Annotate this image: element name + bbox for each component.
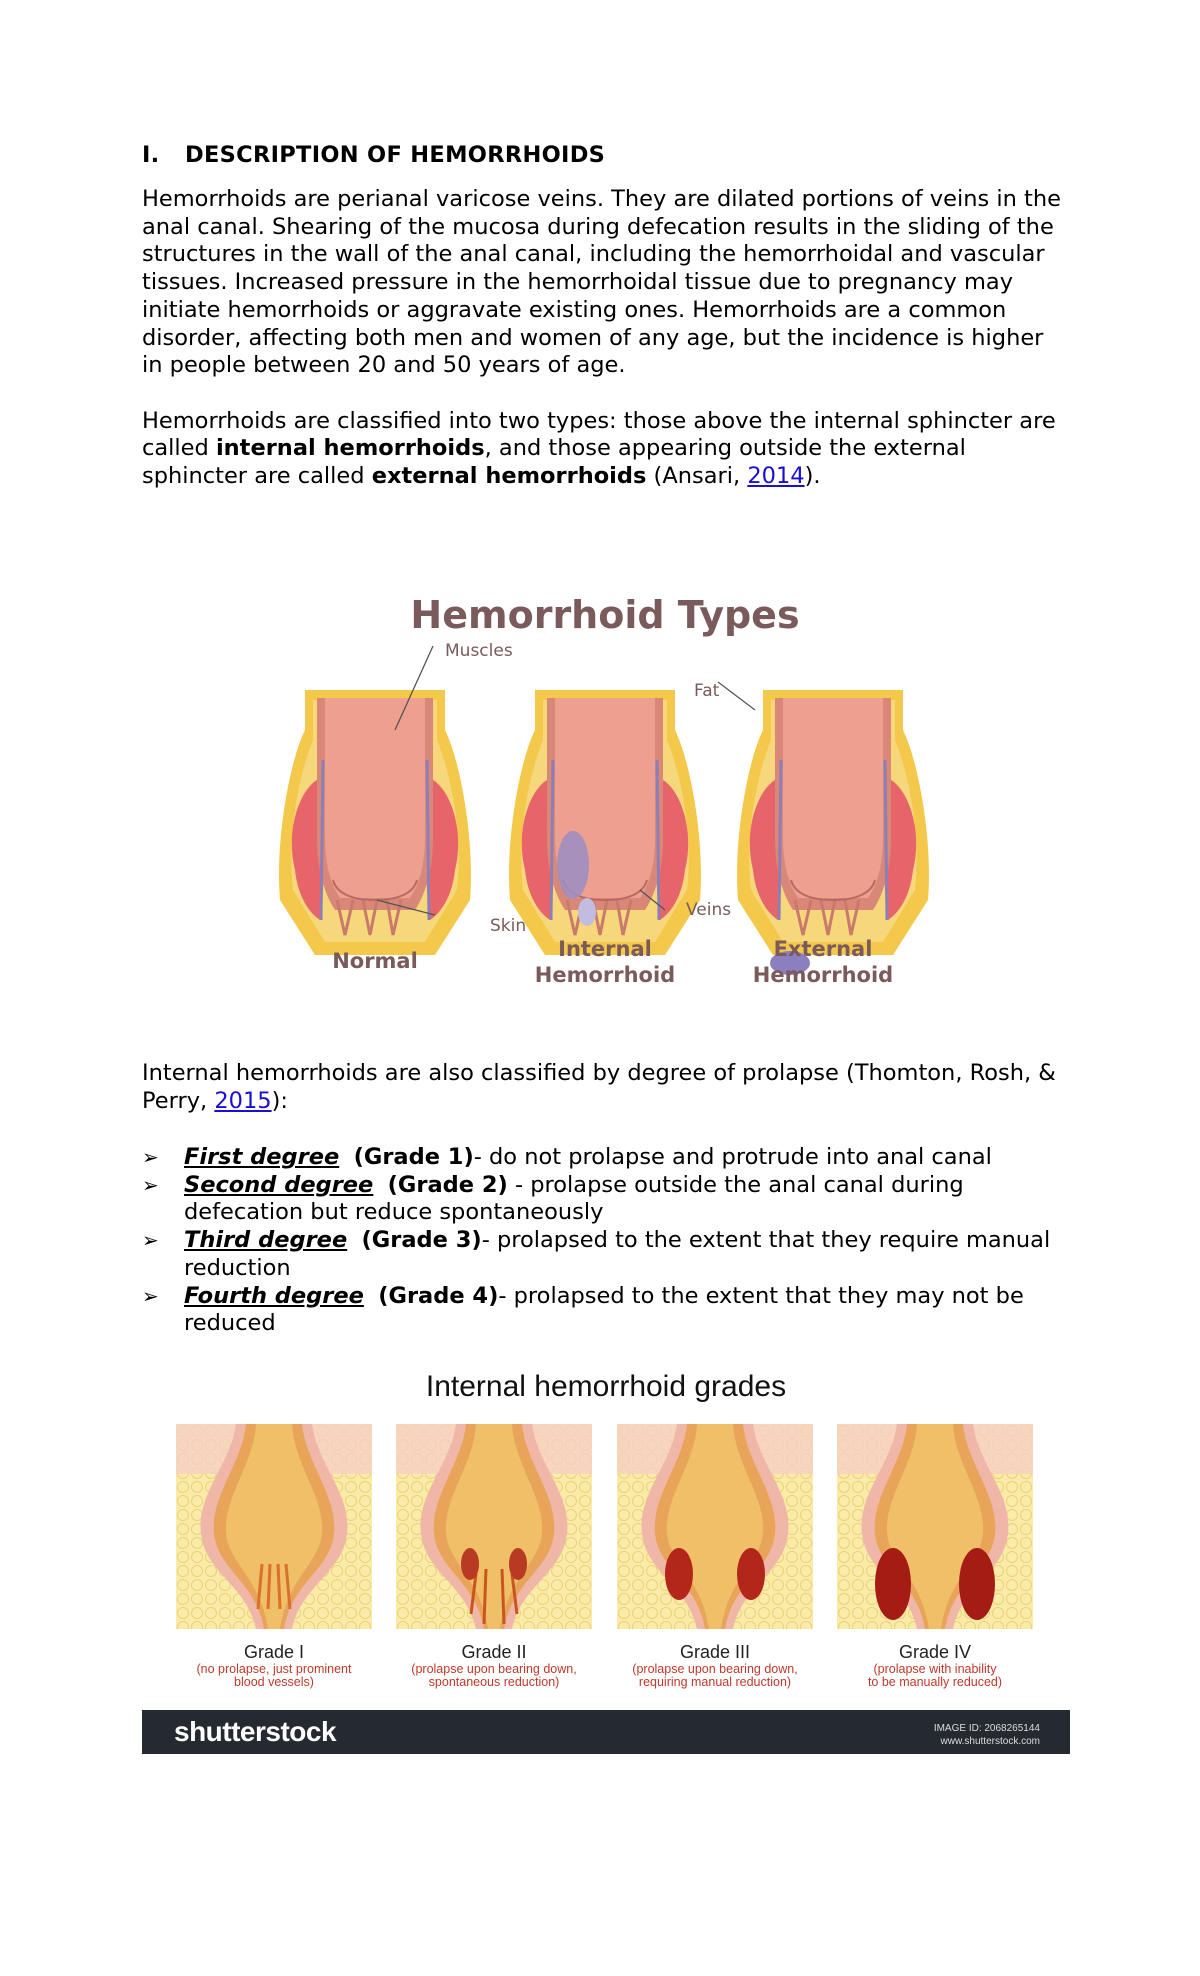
grade-number: (Grade 3) <box>361 1227 482 1254</box>
grade-note: to be manually reduced) <box>867 1675 1003 1689</box>
grade-number: (Grade 2) <box>387 1171 508 1198</box>
citation-link-2015[interactable]: 2015 <box>214 1087 272 1114</box>
figure1-title: Hemorrhoid Types <box>410 593 800 637</box>
degree-name: Fourth degree <box>184 1282 364 1309</box>
grade4-bulge-right <box>959 1548 995 1620</box>
citation-link-2014[interactable]: 2014 <box>747 463 805 490</box>
grade2-bulge-left <box>461 1548 479 1580</box>
grade-note: (no prolapse, just prominent <box>196 1662 352 1676</box>
grade2-bulge-right <box>509 1548 527 1580</box>
grade3-bulge-left <box>665 1548 693 1600</box>
grade-number: (Grade 1) <box>353 1144 474 1170</box>
image-id-block <box>934 1722 1040 1748</box>
label-normal: Normal <box>332 949 418 973</box>
text-run: , and those appearing outside the external sphincter are called <box>142 435 966 490</box>
figure2-title: Internal hemorrhoid grades <box>425 1370 787 1403</box>
label-muscles: Muscles <box>445 641 513 661</box>
arrow-bullet-icon: ➢ <box>142 1283 159 1308</box>
text-run: Internal hemorrhoids are also classified by degree of prolapse (Thomton, Rosh, & Perry, <box>142 1060 1056 1114</box>
degree-name: Third degree <box>184 1227 348 1254</box>
internal-hemorrhoid-diagram <box>509 690 701 955</box>
list-item <box>142 1144 1070 1172</box>
shutterstock-logo: shutterstock <box>174 1716 337 1747</box>
grade-name: Grade II <box>461 1642 527 1662</box>
grade-note: requiring manual reduction) <box>638 1675 792 1689</box>
list-item <box>142 1227 1070 1282</box>
grade-name: Grade IV <box>898 1642 972 1662</box>
list-item <box>142 1283 1070 1338</box>
internal-hemorrhoid-bulge <box>557 831 589 899</box>
internal-hemorrhoid-tip <box>578 898 596 926</box>
arrow-bullet-icon: ➢ <box>142 1228 159 1253</box>
grade-description: - prolapsed to the extent that they may not be reduced <box>184 1282 1024 1337</box>
paragraph-prolapse-classification <box>142 1060 1070 1115</box>
grade-description: - prolapsed to the extent that they require manual reduction <box>184 1227 1051 1281</box>
image-site: www.shutterstock.com <box>940 1736 1040 1747</box>
figure-hemorrhoid-types <box>255 570 955 1010</box>
watermark-bar <box>142 1710 1070 1754</box>
grade3-bulge-right <box>737 1548 765 1600</box>
bold-external-hemorrhoids: external hemorrhoids <box>371 463 647 490</box>
text-run: Hemorrhoids are classified into two types: those above the internal sphincter are called <box>142 407 1056 462</box>
section-number: I. <box>142 142 160 168</box>
text-run: ): <box>271 1087 288 1114</box>
paragraph-classification <box>142 408 1070 491</box>
grade-note: (prolapse upon bearing down, <box>411 1662 577 1676</box>
grade4-label <box>837 1642 1033 1689</box>
label-external-2: Hemorrhoid <box>752 963 894 987</box>
text-run: (Ansari, <box>646 463 748 490</box>
grade-note: blood vessels) <box>234 1675 314 1689</box>
normal-diagram <box>279 690 471 955</box>
pointer-fat <box>718 682 755 710</box>
grade-description: - prolapse outside the anal canal during defecation but reduce spontaneously <box>184 1171 964 1226</box>
image-id: IMAGE ID: 2068265144 <box>933 1723 1040 1734</box>
text-run: ). <box>804 463 821 490</box>
grade-description: - do not prolapse and protrude into anal canal <box>473 1144 992 1170</box>
label-external-1: External <box>773 937 873 961</box>
label-veins: Veins <box>686 900 732 920</box>
arrow-bullet-icon: ➢ <box>142 1172 159 1197</box>
list-item <box>142 1172 1070 1227</box>
bold-internal-hemorrhoids: internal hemorrhoids <box>215 435 485 462</box>
grade3-label <box>617 1642 813 1689</box>
external-hemorrhoid-diagram <box>737 690 929 955</box>
grade-number: (Grade 4) <box>378 1282 499 1309</box>
degree-name: Second degree <box>184 1171 374 1198</box>
grade1-label <box>176 1642 372 1689</box>
grade-note: (prolapse with inability <box>873 1662 997 1676</box>
grade4-bulge-left <box>875 1548 911 1620</box>
section-heading <box>142 142 1070 168</box>
label-fat: Fat <box>694 681 720 701</box>
paragraph-definition: Hemorrhoids are perianal varicose veins. They are dilated portions of veins in the anal canal. Shearing of the mucosa during defecation results in the sliding of the structures in the wall of the anal canal, including the hemorrhoidal and vascular tissues. Increased pressure in the hemorrhoidal tissue due to pregnancy may initiate hemorrhoids or aggravate existing ones. Hemorrhoids are a common disorder, affecting both men and women of any age, but the incidence is higher in people between 20 and 50 years of age. <box>142 186 1061 379</box>
label-skin: Skin <box>490 916 527 936</box>
label-internal-2: Hemorrhoid <box>534 963 676 987</box>
grade-note: (prolapse upon bearing down, <box>632 1662 798 1676</box>
page-content <box>142 142 1070 491</box>
grade2-label <box>396 1642 592 1689</box>
grade-list <box>142 1144 1070 1338</box>
grade-name: Grade III <box>679 1642 751 1662</box>
grade-name: Grade I <box>243 1642 305 1662</box>
degree-name: First degree <box>184 1144 340 1170</box>
label-internal-1: Internal <box>558 937 652 961</box>
section-title: DESCRIPTION OF HEMORRHOIDS <box>185 142 606 168</box>
arrow-bullet-icon: ➢ <box>142 1145 159 1169</box>
figure-internal-hemorrhoid-grades <box>142 1362 1070 1754</box>
grade-note: spontaneous reduction) <box>428 1675 560 1689</box>
